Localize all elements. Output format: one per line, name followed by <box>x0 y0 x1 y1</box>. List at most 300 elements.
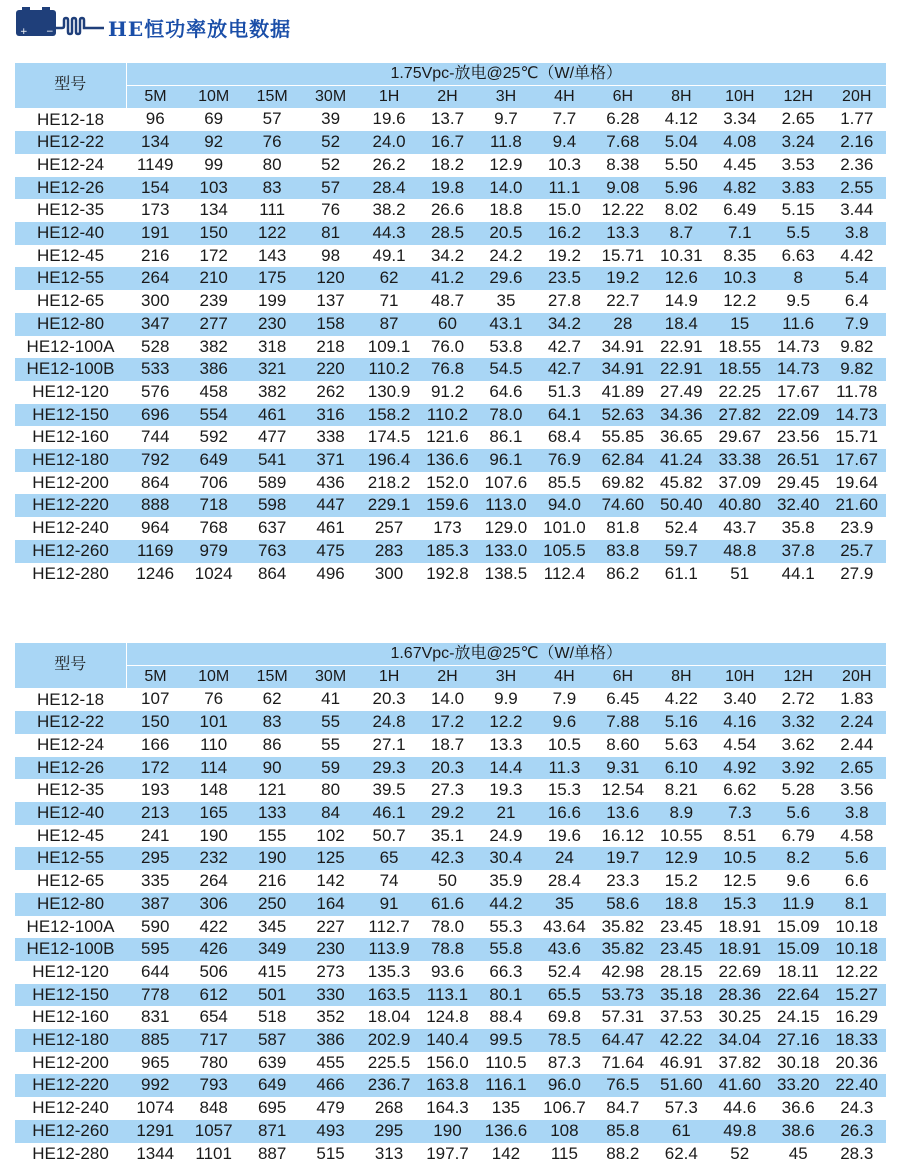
power-value-cell: 10.18 <box>827 938 886 961</box>
power-value-cell: 23.45 <box>660 916 703 936</box>
power-value-cell: 18.91 <box>718 916 762 936</box>
power-value-cell: 110.2 <box>418 404 476 427</box>
power-value-cell: 44.2 <box>477 893 535 916</box>
power-value-cell: 69 <box>204 109 224 129</box>
power-value-cell: 8.7 <box>652 222 710 245</box>
power-value-cell: 64.6 <box>489 381 523 401</box>
power-value-cell: 148 <box>199 780 228 800</box>
power-value-cell: 1169 <box>126 540 184 563</box>
power-value-cell: 15.3 <box>711 893 769 916</box>
power-value-cell: 18.8 <box>489 200 523 220</box>
power-value-cell: 61.1 <box>664 563 698 583</box>
model-cell: HE12-40 <box>15 802 126 825</box>
power-value-cell: 2.72 <box>781 689 815 709</box>
power-value-cell: 91.2 <box>430 381 465 401</box>
duration-column-header: 30M <box>301 86 359 109</box>
power-value-cell: 61 <box>652 1120 710 1143</box>
power-value-cell: 55.3 <box>489 916 523 936</box>
power-value-cell: 130.9 <box>367 381 411 401</box>
power-value-cell: 14.0 <box>430 689 465 709</box>
power-value-cell: 62 <box>360 267 418 290</box>
model-cell: HE12-24 <box>36 734 105 754</box>
power-value-cell: 11.3 <box>535 757 593 780</box>
power-value-cell: 50 <box>438 871 457 891</box>
power-value-cell: 113.1 <box>418 984 476 1007</box>
power-value-cell: 718 <box>184 494 242 517</box>
power-value-cell: 110.2 <box>360 358 418 381</box>
duration-column-header: 10M <box>184 666 242 689</box>
model-cell: HE12-120 <box>32 381 109 401</box>
power-value-cell: 76.8 <box>418 358 476 381</box>
power-value-cell: 138.5 <box>484 563 528 583</box>
power-value-cell: 528 <box>141 336 170 356</box>
table-row <box>15 472 886 495</box>
power-value-cell: 313 <box>374 1143 404 1163</box>
battery-icon <box>14 6 104 42</box>
power-value-cell: 81.8 <box>606 518 640 538</box>
power-value-cell: 592 <box>199 427 228 447</box>
power-value-cell: 107 <box>141 689 170 709</box>
power-value-cell: 1291 <box>126 1120 184 1143</box>
power-value-cell: 29.45 <box>776 472 820 492</box>
power-value-cell: 5.28 <box>781 780 815 800</box>
table-row <box>15 802 886 825</box>
power-value-cell: 44.3 <box>360 222 418 245</box>
power-value-cell: 2.36 <box>840 154 874 174</box>
power-value-cell: 4.58 <box>840 825 874 845</box>
power-value-cell: 1.83 <box>840 689 874 709</box>
power-value-cell: 57.3 <box>664 1098 698 1118</box>
power-value-cell: 80 <box>321 780 341 800</box>
power-value-cell: 164.3 <box>426 1098 469 1118</box>
power-value-cell: 30.18 <box>776 1052 820 1072</box>
power-value-cell: 1246 <box>136 563 175 583</box>
power-value-cell: 28 <box>594 313 652 336</box>
power-value-cell: 22.7 <box>606 291 640 311</box>
power-value-cell: 8.35 <box>723 245 757 265</box>
power-value-cell: 39 <box>321 109 341 129</box>
power-value-cell: 264 <box>126 267 184 290</box>
power-value-cell: 5.63 <box>664 734 698 754</box>
power-value-cell: 1024 <box>194 563 233 583</box>
power-value-cell: 42.7 <box>535 358 593 381</box>
power-value-cell: 57 <box>301 177 359 200</box>
duration-column-header: 20H <box>827 86 886 109</box>
model-cell: HE12-55 <box>15 267 126 290</box>
power-value-cell: 4.12 <box>664 109 698 129</box>
power-value-cell: 45.82 <box>660 472 703 492</box>
power-value-cell: 134 <box>199 200 228 220</box>
power-value-cell: 18.7 <box>430 734 465 754</box>
power-value-cell: 25.7 <box>827 540 886 563</box>
power-value-cell: 27.8 <box>547 291 581 311</box>
power-value-cell: 41 <box>321 689 341 709</box>
power-value-cell: 113.9 <box>360 938 418 961</box>
power-value-cell: 3.62 <box>781 734 815 754</box>
power-value-cell: 8.2 <box>769 847 827 870</box>
power-value-cell: 10.18 <box>835 916 878 936</box>
model-cell: HE12-260 <box>15 1120 126 1143</box>
power-value-cell: 696 <box>126 404 184 427</box>
power-value-cell: 12.6 <box>652 267 710 290</box>
power-value-cell: 19.8 <box>418 177 476 200</box>
power-value-cell: 142 <box>316 871 345 891</box>
power-value-cell: 2.16 <box>827 131 886 154</box>
power-value-cell: 78.0 <box>477 404 535 427</box>
power-value-cell: 17.67 <box>776 381 820 401</box>
power-value-cell: 15.0 <box>547 200 581 220</box>
table-row <box>15 426 886 449</box>
table-row <box>15 404 886 427</box>
power-value-cell: 18.8 <box>652 893 710 916</box>
model-cell: HE12-280 <box>32 1143 109 1163</box>
power-value-cell: 13.7 <box>430 109 465 129</box>
power-value-cell: 386 <box>184 358 242 381</box>
power-value-cell: 19.6 <box>547 825 581 845</box>
power-value-cell: 18.2 <box>430 154 465 174</box>
power-value-cell: 61.6 <box>418 893 476 916</box>
power-value-cell: 6.49 <box>723 200 757 220</box>
power-value-cell: 42.3 <box>418 847 476 870</box>
power-value-cell: 2.55 <box>827 177 886 200</box>
power-value-cell: 190 <box>418 1120 476 1143</box>
model-cell: HE12-100A <box>26 916 115 936</box>
power-value-cell: 9.31 <box>594 757 652 780</box>
duration-column-header: 4H <box>535 86 593 109</box>
power-value-cell: 264 <box>199 871 228 891</box>
power-value-cell: 80.1 <box>477 984 535 1007</box>
power-value-cell: 9.5 <box>786 291 811 311</box>
power-value-cell: 102 <box>316 825 345 845</box>
power-value-cell: 41.2 <box>418 267 476 290</box>
power-value-cell: 3.40 <box>723 689 757 709</box>
duration-column-header: 1H <box>360 666 418 689</box>
power-value-cell: 86.2 <box>606 563 640 583</box>
power-value-cell: 116.1 <box>477 1074 535 1097</box>
duration-column-header: 3H <box>477 86 535 109</box>
table-row <box>15 893 886 916</box>
table-row <box>15 1120 886 1143</box>
power-value-cell: 52 <box>321 154 341 174</box>
model-cell: HE12-240 <box>32 1098 109 1118</box>
power-value-cell: 36.6 <box>781 1098 815 1118</box>
power-value-cell: 57 <box>262 109 282 129</box>
power-value-cell: 135.3 <box>367 961 411 981</box>
power-value-cell: 3.92 <box>769 757 827 780</box>
power-value-cell: 87.3 <box>547 1052 581 1072</box>
power-value-cell: 590 <box>141 916 170 936</box>
power-value-cell: 22.91 <box>652 358 710 381</box>
power-value-cell: 14.4 <box>477 757 535 780</box>
power-value-cell: 121.6 <box>426 427 469 447</box>
power-value-cell: 84.7 <box>606 1098 640 1118</box>
power-value-cell: 22.69 <box>718 961 762 981</box>
data-table <box>15 63 886 585</box>
duration-column-header: 10H <box>711 666 769 689</box>
power-value-cell: 29.3 <box>360 757 418 780</box>
duration-column-header: 20H <box>827 666 886 689</box>
power-value-cell: 466 <box>301 1074 359 1097</box>
duration-column-header: 15M <box>243 86 301 109</box>
power-value-cell: 197.7 <box>426 1143 469 1163</box>
model-cell: HE12-220 <box>15 494 126 517</box>
power-value-cell: 165 <box>184 802 242 825</box>
power-value-cell: 6.4 <box>844 291 869 311</box>
power-value-cell: 8.02 <box>664 200 698 220</box>
power-value-cell: 78.8 <box>418 938 476 961</box>
power-value-cell: 964 <box>141 518 170 538</box>
power-value-cell: 96 <box>145 109 165 129</box>
power-value-cell: 4.42 <box>840 245 874 265</box>
power-value-cell: 493 <box>301 1120 359 1143</box>
power-value-cell: 864 <box>257 563 287 583</box>
power-value-cell: 218 <box>316 336 345 356</box>
power-value-cell: 150 <box>126 711 184 734</box>
model-cell: HE12-280 <box>32 563 109 583</box>
power-value-cell: 18.4 <box>652 313 710 336</box>
power-value-cell: 87 <box>360 313 418 336</box>
power-value-cell: 778 <box>126 984 184 1007</box>
power-value-cell: 386 <box>301 1029 359 1052</box>
power-value-cell: 4.54 <box>723 734 757 754</box>
power-value-cell: 62 <box>262 689 282 709</box>
power-value-cell: 202.9 <box>360 1029 418 1052</box>
power-value-cell: 172 <box>126 757 184 780</box>
power-value-cell: 74.60 <box>594 494 652 517</box>
power-value-cell: 28.36 <box>711 984 769 1007</box>
model-cell: HE12-100A <box>26 336 115 356</box>
power-value-cell: 14.73 <box>776 336 820 356</box>
power-value-cell: 3.34 <box>723 109 757 129</box>
duration-column-header: 30M <box>301 666 359 689</box>
table-row <box>15 870 886 893</box>
power-value-cell: 103 <box>184 177 242 200</box>
power-value-cell: 11.6 <box>769 313 827 336</box>
page-header <box>14 6 314 42</box>
power-value-cell: 55 <box>321 734 341 754</box>
duration-column-header: 6H <box>594 86 652 109</box>
power-value-cell: 33.38 <box>711 449 769 472</box>
model-cell: HE12-100B <box>15 938 126 961</box>
power-value-cell: 190 <box>243 847 301 870</box>
power-value-cell: 3.8 <box>827 222 886 245</box>
power-value-cell: 124.8 <box>426 1007 469 1027</box>
power-value-cell: 10.55 <box>660 825 703 845</box>
power-value-cell: 29.2 <box>418 802 476 825</box>
power-value-cell: 9.82 <box>827 358 886 381</box>
power-value-cell: 166 <box>141 734 170 754</box>
power-value-cell: 45 <box>788 1143 808 1163</box>
power-value-cell: 158.2 <box>360 404 418 427</box>
power-value-cell: 51.60 <box>652 1074 710 1097</box>
power-value-cell: 415 <box>257 961 287 981</box>
table-row <box>15 1029 886 1052</box>
model-cell: HE12-100B <box>15 358 126 381</box>
power-value-cell: 193 <box>141 780 170 800</box>
power-value-cell: 98 <box>321 245 341 265</box>
power-value-cell: 236.7 <box>360 1074 418 1097</box>
power-value-cell: 50.7 <box>372 825 406 845</box>
power-value-cell: 34.2 <box>430 245 465 265</box>
power-value-cell: 541 <box>243 449 301 472</box>
duration-column-header: 2H <box>418 86 476 109</box>
power-value-cell: 199 <box>257 291 287 311</box>
power-value-cell: 173 <box>433 518 462 538</box>
power-value-cell: 68.4 <box>547 427 581 447</box>
power-value-cell: 32.40 <box>769 494 827 517</box>
power-value-cell: 6.10 <box>652 757 710 780</box>
power-value-cell: 43.64 <box>543 916 586 936</box>
power-value-cell: 518 <box>257 1007 287 1027</box>
power-value-cell: 52 <box>730 1143 750 1163</box>
power-value-cell: 300 <box>141 291 170 311</box>
power-value-cell: 7.9 <box>827 313 886 336</box>
model-cell: HE12-18 <box>36 109 105 129</box>
power-value-cell: 295 <box>126 847 184 870</box>
duration-column-header: 15M <box>243 666 301 689</box>
model-cell: HE12-40 <box>15 222 126 245</box>
power-value-cell: 387 <box>126 893 184 916</box>
power-value-cell: 52.4 <box>547 961 581 981</box>
power-value-cell: 477 <box>257 427 287 447</box>
power-value-cell: 196.4 <box>360 449 418 472</box>
power-value-cell: 5.04 <box>652 131 710 154</box>
power-value-cell: 316 <box>301 404 359 427</box>
power-value-cell: 15.27 <box>827 984 886 1007</box>
power-value-cell: 6.63 <box>781 245 815 265</box>
power-value-cell: 3.56 <box>840 780 874 800</box>
power-value-cell: 14.9 <box>664 291 698 311</box>
power-value-cell: 43.1 <box>477 313 535 336</box>
power-value-cell: 93.6 <box>430 961 465 981</box>
power-value-cell: 35.82 <box>601 916 645 936</box>
power-value-cell: 19.6 <box>372 109 406 129</box>
power-value-cell: 20.3 <box>372 689 406 709</box>
power-value-cell: 18.55 <box>711 358 769 381</box>
power-value-cell: 9.7 <box>494 109 518 129</box>
power-value-cell: 230 <box>243 313 301 336</box>
power-value-cell: 24.0 <box>360 131 418 154</box>
power-value-cell: 11.1 <box>535 177 593 200</box>
model-cell: HE12-150 <box>15 404 126 427</box>
power-value-cell: 595 <box>126 938 184 961</box>
power-value-cell: 213 <box>126 802 184 825</box>
power-value-cell: 99.5 <box>477 1029 535 1052</box>
power-value-cell: 8.38 <box>606 154 640 174</box>
table-row <box>15 757 886 780</box>
model-cell: HE12-55 <box>15 847 126 870</box>
power-value-cell: 28.4 <box>547 871 581 891</box>
power-value-cell: 88.4 <box>489 1007 523 1027</box>
power-value-cell: 27.82 <box>711 404 769 427</box>
power-value-cell: 338 <box>316 427 345 447</box>
model-cell: HE12-220 <box>15 1074 126 1097</box>
power-value-cell: 422 <box>199 916 228 936</box>
power-value-cell: 5.6 <box>827 847 886 870</box>
power-value-cell: 744 <box>141 427 170 447</box>
power-value-cell: 318 <box>257 336 287 356</box>
power-value-cell: 46.1 <box>360 802 418 825</box>
model-cell: HE12-200 <box>32 472 109 492</box>
power-value-cell: 9.6 <box>786 871 811 891</box>
discharge-table-1 <box>15 63 886 585</box>
power-value-cell: 49.1 <box>372 245 406 265</box>
power-value-cell: 42.22 <box>652 1029 710 1052</box>
power-value-cell: 78.0 <box>430 916 465 936</box>
power-value-cell: 164 <box>301 893 359 916</box>
model-cell: HE12-22 <box>15 711 126 734</box>
table-row <box>15 540 886 563</box>
discharge-condition-header: 1.67Vpc-放电@25℃（W/单格） <box>126 643 886 666</box>
power-value-cell: 22.91 <box>660 336 703 356</box>
model-cell: HE12-240 <box>32 518 109 538</box>
power-value-cell: 107.6 <box>484 472 528 492</box>
power-value-cell: 780 <box>199 1052 228 1072</box>
duration-column-header: 8H <box>652 666 710 689</box>
power-value-cell: 649 <box>184 449 242 472</box>
power-value-cell: 43.7 <box>723 518 757 538</box>
power-value-cell: 152.0 <box>426 472 469 492</box>
power-value-cell: 69.82 <box>601 472 645 492</box>
power-value-cell: 1074 <box>136 1098 175 1118</box>
power-value-cell: 9.4 <box>535 131 593 154</box>
power-value-cell: 27.16 <box>769 1029 827 1052</box>
power-value-cell: 220 <box>301 358 359 381</box>
power-value-cell: 475 <box>301 540 359 563</box>
power-value-cell: 26.6 <box>430 200 465 220</box>
power-value-cell: 44.1 <box>781 563 815 583</box>
power-value-cell: 268 <box>374 1098 404 1118</box>
power-value-cell: 110 <box>200 734 228 754</box>
model-cell: HE12-120 <box>32 961 109 981</box>
model-cell: HE12-24 <box>36 154 105 174</box>
power-value-cell: 2.44 <box>840 734 874 754</box>
table-row <box>15 984 886 1007</box>
power-value-cell: 22.64 <box>769 984 827 1007</box>
power-value-cell: 59 <box>301 757 359 780</box>
power-value-cell: 295 <box>360 1120 418 1143</box>
power-value-cell: 175 <box>243 267 301 290</box>
duration-column-header: 2H <box>418 666 476 689</box>
power-value-cell: 347 <box>126 313 184 336</box>
power-value-cell: 84 <box>301 802 359 825</box>
table-row <box>15 449 886 472</box>
power-value-cell: 218.2 <box>367 472 411 492</box>
data-table <box>15 643 886 1165</box>
power-value-cell: 587 <box>243 1029 301 1052</box>
power-value-cell: 74 <box>379 871 399 891</box>
power-value-cell: 965 <box>141 1052 170 1072</box>
power-value-cell: 30.4 <box>477 847 535 870</box>
power-value-cell: 39.5 <box>372 780 406 800</box>
power-value-cell: 506 <box>199 961 228 981</box>
table-row <box>15 563 886 586</box>
power-value-cell: 262 <box>316 381 345 401</box>
power-value-cell: 241 <box>141 825 170 845</box>
table-row <box>15 1006 886 1029</box>
power-value-cell: 436 <box>316 472 345 492</box>
power-value-cell: 42.7 <box>547 336 581 356</box>
power-value-cell: 14.73 <box>827 404 886 427</box>
power-value-cell: 598 <box>243 494 301 517</box>
model-cell: HE12-65 <box>36 291 105 311</box>
power-value-cell: 10.3 <box>547 154 581 174</box>
power-value-cell: 4.08 <box>711 131 769 154</box>
power-value-cell: 2.24 <box>827 711 886 734</box>
table-row <box>15 938 886 961</box>
power-value-cell: 34.04 <box>711 1029 769 1052</box>
power-value-cell: 5.16 <box>652 711 710 734</box>
